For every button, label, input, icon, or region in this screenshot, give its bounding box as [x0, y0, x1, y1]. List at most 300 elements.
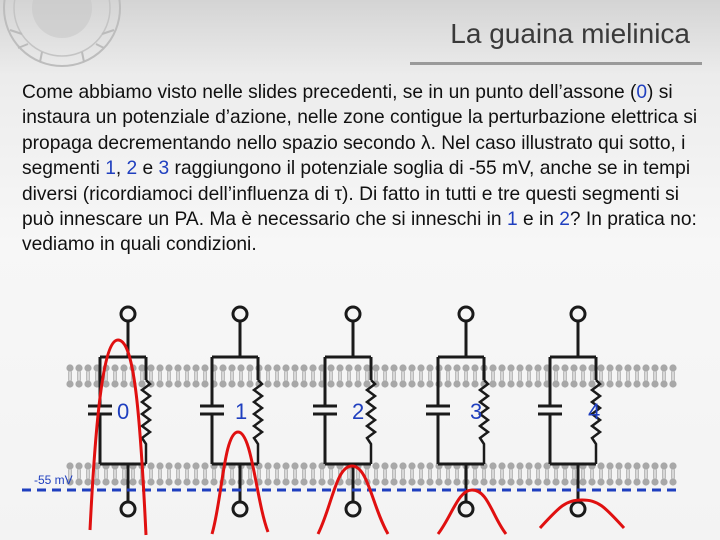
bottom-terminal [459, 502, 473, 516]
lipid-head [498, 380, 505, 387]
lipid-tail [537, 371, 539, 380]
lipid-head [381, 380, 388, 387]
lipid-tail [564, 469, 566, 478]
lipid-head [381, 478, 388, 485]
lipid-tail [177, 371, 179, 380]
lipid-head [228, 380, 235, 387]
lipid-head [201, 462, 208, 469]
lipid-tail [141, 371, 143, 380]
lipid-head [183, 462, 190, 469]
lipid-head [453, 364, 460, 371]
lipid-head [534, 462, 541, 469]
lipid-tail [285, 469, 287, 478]
segment-label-0: 0 [117, 399, 130, 424]
lipid-head [66, 462, 73, 469]
lipid-tail [483, 469, 485, 478]
lipid-head [120, 364, 127, 371]
lipid-head [534, 380, 541, 387]
lipid-head [642, 462, 649, 469]
highlight-segment-1: 1 [506, 209, 518, 231]
lipid-tail [339, 371, 341, 380]
lipid-tail [321, 469, 323, 478]
lipid-tail [429, 371, 431, 380]
lipid-head [309, 364, 316, 371]
lipid-tail [411, 469, 413, 478]
text-part: e in [517, 209, 560, 231]
lipid-head [507, 478, 514, 485]
resistor-zigzag [254, 380, 262, 464]
lipid-tail [591, 469, 593, 478]
lipid-tail [456, 469, 458, 478]
text-part: . Nel caso illustrato qui sotto, i segmenti [22, 132, 686, 180]
lipid-head [327, 380, 334, 387]
page-title: La guaina mielinica [450, 18, 690, 49]
lipid-head [345, 364, 352, 371]
lipid-tail [375, 469, 377, 478]
lipid-head [615, 364, 622, 371]
lipid-head [408, 364, 415, 371]
lipid-head [147, 462, 154, 469]
lipid-head [381, 462, 388, 469]
top-terminal [121, 307, 135, 321]
lipid-tail [492, 371, 494, 380]
lipid-head [579, 478, 586, 485]
lipid-tail [114, 371, 116, 380]
lipid-head [408, 478, 415, 485]
lipid-head [507, 364, 514, 371]
lipid-tail [132, 469, 134, 478]
lipid-head [516, 380, 523, 387]
lipid-head [516, 364, 523, 371]
lipid-tail [663, 371, 665, 380]
lipid-head [102, 478, 109, 485]
lipid-tail [474, 469, 476, 478]
body-paragraph [22, 80, 702, 258]
lipid-head [552, 364, 559, 371]
lipid-head [174, 478, 181, 485]
lipid-head [345, 380, 352, 387]
lipid-head [309, 380, 316, 387]
lipid-tail [573, 469, 575, 478]
lipid-head [282, 478, 289, 485]
lipid-tail [384, 469, 386, 478]
lipid-tail [375, 371, 377, 380]
lipid-head [588, 478, 595, 485]
lipid-tail [303, 469, 305, 478]
lipid-head [75, 478, 82, 485]
lipid-head [75, 380, 82, 387]
text-part: ? In pratica no: vediamo in quali condizioni. [22, 209, 697, 256]
lipid-head [426, 478, 433, 485]
lipid-head [84, 478, 91, 485]
lipid-tail [510, 469, 512, 478]
lipid-head [264, 364, 271, 371]
lipid-tail [285, 371, 287, 380]
lipid-tail [186, 469, 188, 478]
lipid-head [111, 380, 118, 387]
lipid-head [525, 364, 532, 371]
lipid-head [75, 364, 82, 371]
lipid-head [165, 380, 172, 387]
lipid-tail [330, 469, 332, 478]
lipid-tail [195, 371, 197, 380]
lipid-tail [645, 371, 647, 380]
lipid-head [165, 364, 172, 371]
lipid-head [489, 364, 496, 371]
lipid-head [507, 380, 514, 387]
lipid-head [246, 478, 253, 485]
lipid-head [489, 462, 496, 469]
lipid-head [624, 364, 631, 371]
lipid-tail [321, 371, 323, 380]
lipid-tail [168, 371, 170, 380]
membrane-bilayer [66, 364, 676, 485]
lipid-head [525, 478, 532, 485]
highlight-segment-1: 1 [105, 158, 116, 180]
university-seal-logo [0, 0, 130, 70]
lipid-head [669, 462, 676, 469]
lipid-tail [672, 371, 674, 380]
resistor-zigzag [367, 380, 375, 464]
lipid-head [300, 462, 307, 469]
lipid-head [237, 364, 244, 371]
lipid-tail [618, 469, 620, 478]
lipid-tail [546, 469, 548, 478]
lipid-tail [501, 469, 503, 478]
lipid-head [354, 364, 361, 371]
threshold-label: -55 mV [34, 473, 73, 487]
lipid-head [156, 478, 163, 485]
lipid-head [480, 478, 487, 485]
lipid-head [669, 364, 676, 371]
lipid-head [498, 364, 505, 371]
lipid-head [264, 462, 271, 469]
lipid-head [570, 380, 577, 387]
lipid-head [651, 364, 658, 371]
lipid-head [354, 478, 361, 485]
lipid-head [156, 462, 163, 469]
bottom-terminal [121, 502, 135, 516]
lipid-head [408, 462, 415, 469]
lipid-head [444, 380, 451, 387]
lipid-head [651, 462, 658, 469]
lipid-head [300, 380, 307, 387]
lipid-tail [231, 371, 233, 380]
lipid-head [192, 364, 199, 371]
lipid-head [471, 380, 478, 387]
lipid-head [633, 478, 640, 485]
lipid-head [669, 478, 676, 485]
lipid-head [408, 380, 415, 387]
lipid-head [426, 462, 433, 469]
lipid-tail [393, 469, 395, 478]
lipid-tail [528, 371, 530, 380]
lipid-tail [420, 469, 422, 478]
lipid-tail [231, 469, 233, 478]
lipid-tail [663, 469, 665, 478]
top-terminal [233, 307, 247, 321]
lipid-tail [87, 469, 89, 478]
lipid-head [390, 478, 397, 485]
lipid-tail [312, 469, 314, 478]
lipid-head [624, 462, 631, 469]
lipid-head [246, 380, 253, 387]
lipid-head [579, 380, 586, 387]
lipid-head [300, 478, 307, 485]
lipid-head [318, 478, 325, 485]
lipid-tail [501, 371, 503, 380]
lipid-tail [267, 469, 269, 478]
lipid-tail [186, 371, 188, 380]
lipid-head [642, 478, 649, 485]
lipid-tail [276, 469, 278, 478]
lipid-head [660, 478, 667, 485]
lipid-head [615, 380, 622, 387]
circuit-units [88, 307, 600, 516]
lipid-head [174, 364, 181, 371]
text-part: ). Di fatto in tutti e tre questi segmenti si può innescare un PA. Ma è necessario che si inneschi in [22, 183, 680, 231]
lipid-head [498, 462, 505, 469]
lipid-head [282, 364, 289, 371]
lipid-head [399, 478, 406, 485]
lipid-tail [555, 469, 557, 478]
lipid-tail [312, 371, 314, 380]
lipid-head [111, 364, 118, 371]
lipid-tail [654, 469, 656, 478]
lipid-tail [159, 469, 161, 478]
bottom-terminal [346, 502, 360, 516]
lipid-head [237, 380, 244, 387]
lipid-head [264, 380, 271, 387]
lipid-head [516, 478, 523, 485]
lipid-tail [222, 371, 224, 380]
lipid-tail [420, 371, 422, 380]
lipid-head [201, 364, 208, 371]
lipid-tail [69, 371, 71, 380]
title-divider [410, 62, 702, 65]
lipid-head [660, 380, 667, 387]
lipid-head [327, 364, 334, 371]
lipid-head [147, 364, 154, 371]
lipid-head [435, 478, 442, 485]
lipid-head [246, 364, 253, 371]
lipid-head [606, 478, 613, 485]
lipid-head [489, 478, 496, 485]
lipid-head [444, 364, 451, 371]
lipid-head [174, 380, 181, 387]
lipid-head [417, 380, 424, 387]
lipid-head [156, 380, 163, 387]
resistor-zigzag [142, 380, 150, 464]
bottom-terminal [571, 502, 585, 516]
lipid-head [93, 478, 100, 485]
lipid-head [309, 462, 316, 469]
lipid-head [165, 478, 172, 485]
lipid-head [147, 478, 154, 485]
lipid-head [165, 462, 172, 469]
lipid-head [660, 462, 667, 469]
lipid-head [453, 380, 460, 387]
lipid-head [651, 380, 658, 387]
lipid-head [444, 478, 451, 485]
lipid-tail [168, 469, 170, 478]
lipid-tail [546, 371, 548, 380]
lipid-head [273, 462, 280, 469]
lipid-head [210, 478, 217, 485]
segment-label-1: 1 [235, 399, 248, 424]
lipid-tail [303, 371, 305, 380]
lipid-head [525, 380, 532, 387]
lipid-tail [240, 371, 242, 380]
lipid-tail [348, 469, 350, 478]
lipid-tail [195, 469, 197, 478]
lipid-head [633, 462, 640, 469]
lipid-head [156, 364, 163, 371]
lipid-head [633, 364, 640, 371]
lipid-head [453, 478, 460, 485]
lipid-head [192, 478, 199, 485]
lipid-head [390, 462, 397, 469]
lipid-head [372, 478, 379, 485]
lipid-tail [366, 371, 368, 380]
lipid-head [471, 364, 478, 371]
text-part: ) si instaura un potenziale d’azione, nelle zone contigue la perturbazione elettrica si propaga decrementando nello spazio secondo [22, 82, 698, 154]
lipid-head [642, 364, 649, 371]
lipid-head [381, 364, 388, 371]
lipid-tail [591, 371, 593, 380]
lipid-head [552, 478, 559, 485]
lipid-tail [627, 469, 629, 478]
lipid-head [264, 478, 271, 485]
lipid-tail [537, 469, 539, 478]
lipid-head [291, 364, 298, 371]
lipid-head [336, 364, 343, 371]
lipid-tail [582, 371, 584, 380]
lipid-tail [438, 469, 440, 478]
lipid-head [426, 380, 433, 387]
lipid-head [192, 462, 199, 469]
lipid-head [588, 380, 595, 387]
lipid-head [561, 478, 568, 485]
lipid-head [651, 478, 658, 485]
lipid-head [111, 478, 118, 485]
lipid-head [390, 364, 397, 371]
lipid-head [138, 380, 145, 387]
lipid-head [219, 364, 226, 371]
lipid-head [606, 364, 613, 371]
lipid-tail [258, 469, 260, 478]
lipid-head [516, 462, 523, 469]
lipid-tail [600, 371, 602, 380]
lipid-tail [384, 371, 386, 380]
lipid-head [615, 462, 622, 469]
lipid-tail [159, 371, 161, 380]
bottom-terminal [233, 502, 247, 516]
lipid-tail [492, 469, 494, 478]
lipid-head [624, 380, 631, 387]
lipid-tail [609, 469, 611, 478]
lipid-head [426, 364, 433, 371]
segment-label-2: 2 [352, 399, 365, 424]
lipid-head [291, 380, 298, 387]
lipid-head [624, 478, 631, 485]
lipid-head [417, 364, 424, 371]
lipid-tail [627, 371, 629, 380]
lipid-head [129, 478, 136, 485]
lipid-head [489, 380, 496, 387]
lipid-tail [654, 371, 656, 380]
lipid-head [417, 462, 424, 469]
lipid-tail [249, 371, 251, 380]
lipid-tail [276, 371, 278, 380]
lipid-tail [402, 469, 404, 478]
lipid-head [363, 380, 370, 387]
text-part: Come abbiamo visto nelle slides precedenti, se in un punto dell’assone ( [22, 82, 637, 103]
highlight-segment-2: 2 [126, 158, 138, 180]
lipid-tail [330, 371, 332, 380]
lipid-tail [294, 371, 296, 380]
highlight-segment-0: 0 [636, 82, 648, 103]
lipid-head [543, 478, 550, 485]
lipid-head [534, 364, 541, 371]
lipid-tail [402, 371, 404, 380]
lipid-head [606, 380, 613, 387]
lipid-head [570, 364, 577, 371]
lipid-head [399, 364, 406, 371]
lipid-head [183, 364, 190, 371]
lipid-tail [348, 371, 350, 380]
lipid-head [228, 478, 235, 485]
text-part: e [137, 158, 159, 180]
lipid-tail [564, 371, 566, 380]
lipid-head [561, 364, 568, 371]
lipid-tail [429, 469, 431, 478]
lipid-head [462, 364, 469, 371]
lipid-tail [528, 469, 530, 478]
lipid-tail [357, 371, 359, 380]
lipid-tail [105, 469, 107, 478]
lipid-head [309, 478, 316, 485]
lipid-tail [204, 469, 206, 478]
lipid-head [642, 380, 649, 387]
lipid-tail [465, 371, 467, 380]
tau-symbol: τ [334, 183, 343, 205]
lipid-tail [672, 469, 674, 478]
lipid-tail [645, 469, 647, 478]
lipid-head [273, 380, 280, 387]
lipid-tail [96, 469, 98, 478]
lipid-head [273, 478, 280, 485]
lipid-tail [267, 371, 269, 380]
lipid-tail [114, 469, 116, 478]
lipid-head [552, 380, 559, 387]
lipid-tail [519, 371, 521, 380]
lipid-head [498, 478, 505, 485]
lipid-tail [177, 469, 179, 478]
lipid-head [300, 364, 307, 371]
segment-labels [117, 399, 600, 424]
lipid-head [660, 364, 667, 371]
lipid-head [462, 380, 469, 387]
lipid-head [390, 380, 397, 387]
lipid-head [561, 380, 568, 387]
lipid-head [291, 478, 298, 485]
lipid-head [75, 462, 82, 469]
lipid-head [597, 478, 604, 485]
lipid-head [84, 462, 91, 469]
lipid-head [354, 380, 361, 387]
lipid-head [525, 462, 532, 469]
